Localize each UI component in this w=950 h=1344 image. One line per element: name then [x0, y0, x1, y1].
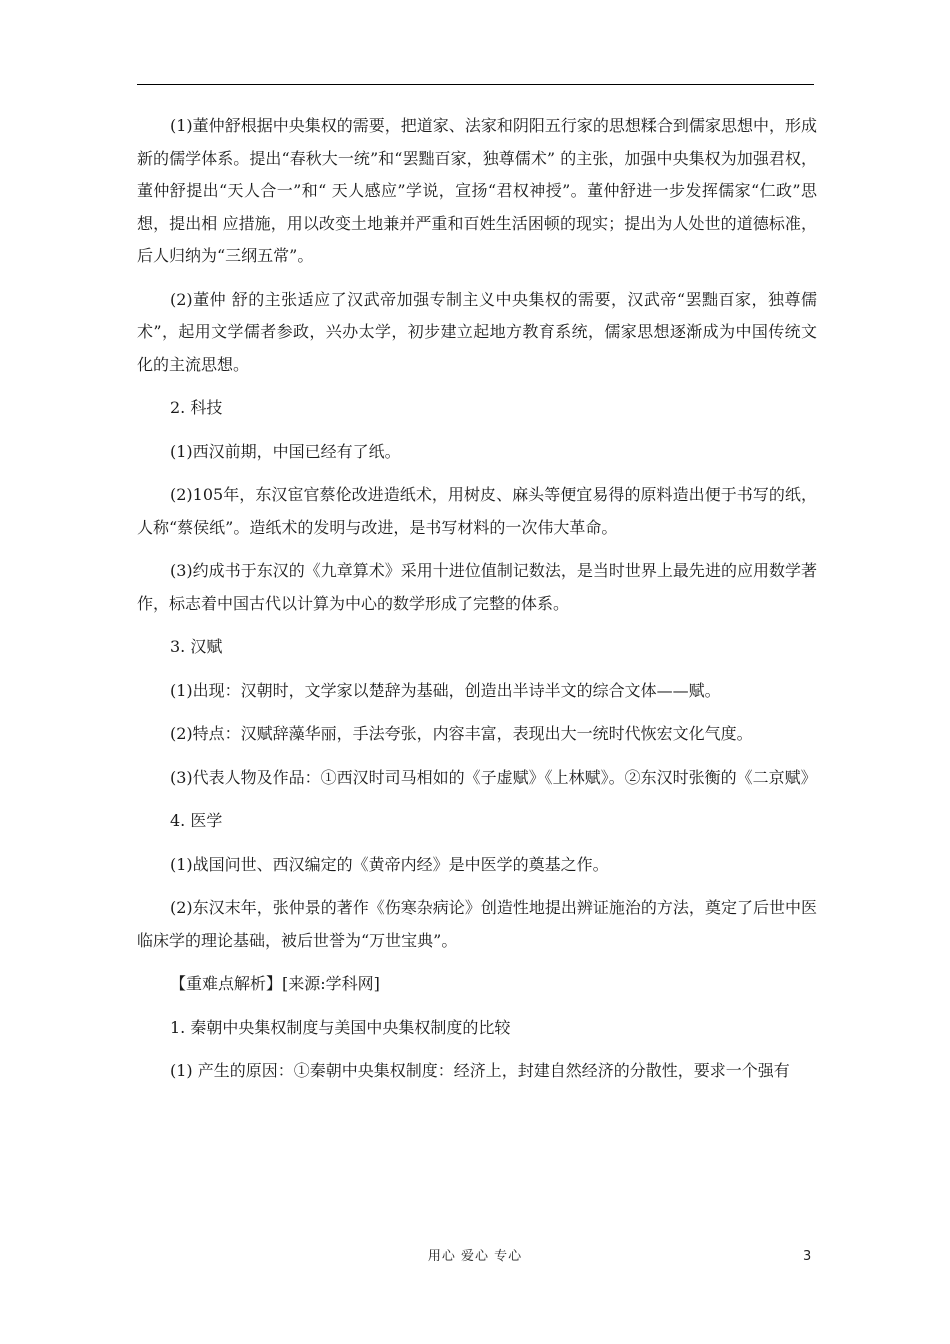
document-body [137, 110, 817, 1099]
page-number: 3 [803, 1249, 812, 1264]
paragraph-dong-zhongshu-thought: (1)董仲舒根据中央集权的需要，把道家、法家和阴阳五行家的思想糅合到儒家思想中，形成新的儒学体系。提出“春秋大一统”和“罢黜百家，独尊儒术” 的主张，加强中央集权为加强君权，董仲舒提出“天人合一”和“ 天人感应”学说，宣扬“君权神授”。董仲舒进一步发挥儒家“仁政”思想，提出相 应措施，用以改变土地兼并严重和百姓生活困顿的现实；提出为人处世的道德标准，后人归纳为“三纲五常”。 [137, 116, 817, 265]
section-heading-han-fu: 3. 汉赋 [170, 637, 223, 656]
paragraph-paper-origin: (1)西汉前期，中国已经有了纸。 [170, 441, 401, 461]
footer-slogan: 用心 爱心 专心 [427, 1249, 523, 1264]
paragraph-fu-representatives: (3)代表人物及作品：①西汉时司马相如的《子虚赋》《上林赋》。②东汉时张衡的《二京赋》 [170, 767, 817, 787]
paragraph-comparison-reasons: (1) 产生的原因：①秦朝中央集权制度：经济上，封建自然经济的分散性，要求一个强有 [170, 1061, 790, 1080]
section-heading-science: 2. 科技 [170, 398, 223, 417]
subheading-comparison: 1. 秦朝中央集权制度与美国中央集权制度的比较 [170, 1017, 511, 1037]
section-heading-key-points: 【重难点解析】[来源:学科网] [170, 974, 380, 993]
section-heading-medicine: 4. 医学 [170, 811, 223, 830]
paragraph-fu-features: (2)特点：汉赋辞藻华丽，手法夸张，内容丰富，表现出大一统时代恢宏文化气度。 [170, 724, 753, 743]
paragraph-cai-lun-paper: (2)105年，东汉宦官蔡伦改进造纸术，用树皮、麻头等便宜易得的原料造出便于书写的纸，人称“蔡侯纸”。造纸术的发明与改进，是书写材料的一次伟大革命。 [137, 485, 817, 537]
paragraph-nine-chapters: (3)约成书于东汉的《九章算术》采用十进位值制记数法，是当时世界上最先进的应用数学著作，标志着中国古代以计算为中心的数学形成了完整的体系。 [137, 561, 817, 613]
paragraph-huangdi-neijing: (1)战国问世、西汉编定的《黄帝内经》是中医学的奠基之作。 [170, 854, 609, 874]
paragraph-fu-emergence: (1)出现：汉朝时，文学家以楚辞为基础，创造出半诗半文的综合文体——赋。 [170, 680, 721, 700]
paragraph-dong-zhongshu-influence: (2)董仲 舒的主张适应了汉武帝加强专制主义中央集权的需要，汉武帝“罢黜百家，独尊儒术”，起用文学儒者参政，兴办太学，初步建立起地方教育系统，儒家思想逐渐成为中国传统文化的主流思想。 [137, 289, 817, 374]
header-rule [137, 84, 814, 85]
paragraph-shanghan-lun: (2)东汉末年，张仲景的著作《伤寒杂病论》创造性地提出辨证施治的方法，奠定了后世中医临床学的理论基础，被后世誉为“万世宝典”。 [137, 898, 817, 950]
